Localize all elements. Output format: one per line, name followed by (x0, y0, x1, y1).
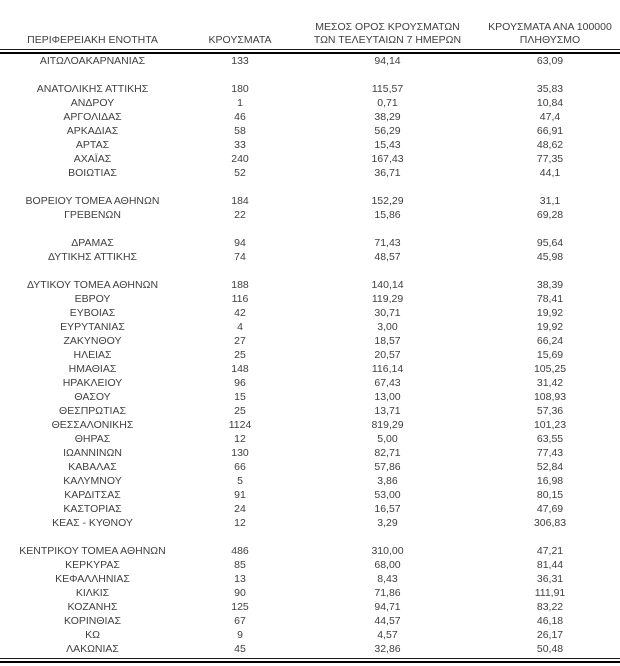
per100k-cell: 45,98 (536, 251, 564, 263)
per100k-cell: 19,92 (536, 321, 564, 333)
avg7-cell: 48,57 (374, 251, 401, 263)
region-cell: ΚΕΦΑΛΛΗΝΙΑΣ (55, 573, 130, 585)
per100k-cell: 306,83 (533, 517, 567, 529)
table-row (0, 292, 620, 306)
cases-cell: 24 (234, 503, 246, 515)
avg7-cell: 4,57 (377, 629, 398, 641)
table-row (0, 404, 620, 418)
table-row (0, 516, 620, 530)
per100k-cell: 44,1 (539, 167, 561, 179)
cases-cell: 91 (234, 489, 246, 501)
cases-cell: 486 (231, 545, 249, 557)
table-row (0, 124, 620, 138)
region-cell: ΚΑΛΥΜΝΟΥ (63, 475, 122, 487)
cases-cell: 116 (231, 293, 249, 305)
table-row (0, 558, 620, 572)
avg7-cell: 67,43 (374, 377, 401, 389)
table-body (0, 54, 620, 656)
avg7-cell: 3,29 (377, 517, 398, 529)
region-cell: ΚΟΖΑΝΗΣ (67, 601, 118, 613)
per100k-cell: 46,18 (536, 615, 564, 627)
region-cell: ΑΙΤΩΛΟΑΚΑΡΝΑΝΙΑΣ (39, 55, 146, 67)
region-cell: ΓΡΕΒΕΝΩΝ (64, 209, 121, 221)
avg7-cell: 71,43 (374, 237, 401, 249)
region-cell: ΘΗΡΑΣ (74, 433, 111, 445)
avg7-cell: 5,00 (377, 433, 398, 445)
per100k-cell: 10,84 (536, 97, 564, 109)
column-header-line: ΚΡΟΥΣΜΑΤΑ (208, 34, 272, 46)
column-header-cases (185, 34, 295, 47)
per100k-cell: 48,62 (536, 139, 564, 151)
avg7-cell: 116,14 (371, 363, 404, 375)
table-row (0, 628, 620, 642)
cases-cell: 9 (237, 629, 243, 641)
per100k-cell: 77,43 (536, 447, 564, 459)
avg7-cell: 57,86 (374, 461, 401, 473)
per100k-cell: 77,35 (536, 153, 564, 165)
avg7-cell: 94,14 (374, 55, 401, 67)
region-cell: ΒΟΡΕΙΟΥ ΤΟΜΕΑ ΑΘΗΝΩΝ (25, 195, 160, 207)
region-cell: ΕΒΡΟΥ (74, 293, 111, 305)
table-row (0, 250, 620, 264)
table-row (0, 54, 620, 68)
spacer-row (0, 264, 620, 278)
column-header-avg7 (295, 21, 480, 47)
table-row (0, 376, 620, 390)
per100k-cell: 101,23 (533, 419, 567, 431)
table-row (0, 348, 620, 362)
table-row (0, 110, 620, 124)
table-bottom-divider (0, 658, 620, 663)
cases-cell: 22 (234, 209, 246, 221)
avg7-cell: 16,57 (374, 503, 401, 515)
cases-cell: 25 (234, 405, 246, 417)
avg7-cell: 20,57 (374, 349, 401, 361)
cases-cell: 85 (234, 559, 246, 571)
region-cell: ΖΑΚΥΝΘΟΥ (63, 335, 122, 347)
table-row (0, 642, 620, 656)
region-cell: ΚΟΡΙΝΘΙΑΣ (64, 615, 121, 627)
avg7-cell: 18,57 (374, 335, 401, 347)
per100k-cell: 31,1 (539, 195, 561, 207)
avg7-cell: 8,43 (377, 573, 398, 585)
region-cell: ΔΡΑΜΑΣ (71, 237, 114, 249)
avg7-cell: 13,71 (374, 405, 401, 417)
table-row (0, 320, 620, 334)
avg7-cell: 310,00 (371, 545, 404, 557)
region-cell: ΚΕΝΤΡΙΚΟΥ ΤΟΜΕΑ ΑΘΗΝΩΝ (19, 545, 166, 557)
per100k-cell: 26,17 (536, 629, 564, 641)
cases-cell: 25 (234, 349, 246, 361)
cases-cell: 96 (234, 377, 246, 389)
cases-cell: 148 (231, 363, 249, 375)
column-header-line: ΤΩΝ ΤΕΛΕΥΤΑΙΩΝ 7 ΗΜΕΡΩΝ (313, 34, 462, 46)
per100k-cell: 81,44 (536, 559, 564, 571)
per100k-cell: 63,55 (536, 433, 564, 445)
per100k-cell: 66,24 (536, 335, 564, 347)
per100k-cell: 111,91 (534, 587, 566, 599)
cases-cell: 184 (231, 195, 249, 207)
cases-cell: 45 (234, 643, 246, 655)
region-cell: ΑΡΚΑΔΙΑΣ (66, 125, 119, 137)
avg7-cell: 0,71 (377, 97, 398, 109)
per100k-cell: 35,83 (536, 83, 564, 95)
per100k-cell: 36,31 (536, 573, 564, 585)
per100k-cell: 105,25 (533, 363, 567, 375)
cases-cell: 94 (234, 237, 246, 249)
table-row (0, 82, 620, 96)
column-header-line: ΜΕΣΟΣ ΟΡΟΣ ΚΡΟΥΣΜΑΤΩΝ (315, 21, 460, 33)
region-cell: ΔΥΤΙΚΟΥ ΤΟΜΕΑ ΑΘΗΝΩΝ (26, 279, 159, 291)
region-cell: ΘΕΣΠΡΩΤΙΑΣ (59, 405, 126, 417)
region-cell: ΘΑΣΟΥ (74, 391, 111, 403)
table-row (0, 208, 620, 222)
region-cell: ΚΑΣΤΟΡΙΑΣ (63, 503, 122, 515)
column-header-per100k (480, 21, 620, 47)
cases-cell: 66 (234, 461, 246, 473)
region-cell: ΗΡΑΚΛΕΙΟΥ (62, 377, 123, 389)
region-cell: ΕΥΡΥΤΑΝΙΑΣ (60, 321, 125, 333)
avg7-cell: 119,29 (371, 293, 404, 305)
cases-cell: 27 (234, 335, 246, 347)
cases-cell: 58 (234, 125, 246, 137)
table-row (0, 544, 620, 558)
per100k-cell: 15,69 (536, 349, 564, 361)
cases-cell: 5 (237, 475, 243, 487)
avg7-cell: 56,29 (374, 125, 401, 137)
column-header-line: ΠΛΗΘΥΣΜΟ (519, 34, 581, 46)
per100k-cell: 19,92 (536, 307, 564, 319)
avg7-cell: 44,57 (374, 615, 401, 627)
region-cell: ΑΝΑΤΟΛΙΚΗΣ ΑΤΤΙΚΗΣ (36, 83, 149, 95)
region-cell: ΛΑΚΩΝΙΑΣ (66, 643, 119, 655)
per100k-cell: 63,09 (536, 55, 564, 67)
region-cell: ΗΛΕΙΑΣ (73, 349, 112, 361)
avg7-cell: 68,00 (374, 559, 401, 571)
region-cell: ΚΑΒΑΛΑΣ (68, 461, 117, 473)
table-row (0, 194, 620, 208)
spacer-row (0, 222, 620, 236)
per100k-cell: 69,28 (536, 209, 564, 221)
cases-cell: 67 (234, 615, 246, 627)
table-row (0, 446, 620, 460)
table-row (0, 334, 620, 348)
region-cell: ΑΝΔΡΟΥ (70, 97, 115, 109)
table-header-row (0, 0, 620, 47)
spacer-row (0, 68, 620, 82)
cases-cell: 12 (234, 517, 246, 529)
per100k-cell: 47,21 (536, 545, 564, 557)
column-header-line: ΠΕΡΙΦΕΡΕΙΑΚΗ ΕΝΟΤΗΤΑ (27, 34, 158, 46)
region-cell: ΒΟΙΩΤΙΑΣ (68, 167, 117, 179)
region-cell: ΑΧΑΪΑΣ (73, 153, 112, 165)
table-row (0, 236, 620, 250)
table-row (0, 600, 620, 614)
cases-cell: 188 (231, 279, 249, 291)
per100k-cell: 52,84 (536, 461, 564, 473)
table-row (0, 166, 620, 180)
cases-cell: 12 (234, 433, 246, 445)
per100k-cell: 50,48 (536, 643, 564, 655)
table-row (0, 278, 620, 292)
avg7-cell: 82,71 (374, 447, 401, 459)
per100k-cell: 16,98 (536, 475, 564, 487)
cases-cell: 4 (237, 321, 243, 333)
table-row (0, 96, 620, 110)
cases-cell: 180 (231, 83, 249, 95)
table-row (0, 152, 620, 166)
spacer-row (0, 530, 620, 544)
per100k-cell: 95,64 (536, 237, 564, 249)
avg7-cell: 15,86 (374, 209, 401, 221)
per100k-cell: 57,36 (536, 405, 564, 417)
region-cell: ΑΡΓΟΛΙΔΑΣ (63, 111, 122, 123)
avg7-cell: 819,29 (371, 419, 404, 431)
table-row (0, 572, 620, 586)
region-cell: ΚΑΡΔΙΤΣΑΣ (64, 489, 121, 501)
avg7-cell: 115,57 (371, 83, 404, 95)
avg7-cell: 38,29 (374, 111, 401, 123)
region-cell: ΗΜΑΘΙΑΣ (68, 363, 117, 375)
table-row (0, 362, 620, 376)
per100k-cell: 83,22 (536, 601, 564, 613)
cases-cell: 90 (234, 587, 246, 599)
cases-cell: 240 (231, 153, 249, 165)
cases-cell: 13 (234, 573, 246, 585)
table-row (0, 460, 620, 474)
column-header-region (0, 34, 185, 47)
table-row (0, 306, 620, 320)
per100k-cell: 47,69 (536, 503, 564, 515)
cases-cell: 1124 (228, 419, 252, 431)
region-cell: ΚΩ (85, 629, 100, 641)
cases-cell: 133 (231, 55, 249, 67)
avg7-cell: 53,00 (374, 489, 401, 501)
table-row (0, 586, 620, 600)
cases-cell: 125 (231, 601, 249, 613)
cases-cell: 15 (234, 391, 246, 403)
cases-cell: 46 (234, 111, 246, 123)
spacer-row (0, 180, 620, 194)
table-row (0, 390, 620, 404)
region-cell: ΚΙΛΚΙΣ (75, 587, 110, 599)
per100k-cell: 66,91 (536, 125, 564, 137)
avg7-cell: 152,29 (371, 195, 404, 207)
cases-cell: 74 (234, 251, 246, 263)
region-cell: ΚΕΡΚΥΡΑΣ (65, 559, 120, 571)
per100k-cell: 38,39 (536, 279, 564, 291)
avg7-cell: 3,86 (377, 475, 398, 487)
cases-cell: 130 (231, 447, 249, 459)
region-cell: ΕΥΒΟΙΑΣ (69, 307, 116, 319)
cases-cell: 1 (237, 97, 243, 109)
avg7-cell: 3,00 (377, 321, 398, 333)
per100k-cell: 80,15 (536, 489, 564, 501)
avg7-cell: 167,43 (371, 153, 404, 165)
table-row (0, 502, 620, 516)
table-row (0, 488, 620, 502)
table-row (0, 474, 620, 488)
cases-cell: 33 (234, 139, 246, 151)
region-cell: ΑΡΤΑΣ (75, 139, 110, 151)
avg7-cell: 71,86 (374, 587, 401, 599)
cases-cell: 42 (234, 307, 246, 319)
column-header-line: ΚΡΟΥΣΜΑΤΑ ΑΝΑ 100000 (488, 21, 612, 33)
avg7-cell: 36,71 (374, 167, 401, 179)
avg7-cell: 32,86 (374, 643, 401, 655)
table-row (0, 432, 620, 446)
cases-cell: 52 (234, 167, 246, 179)
avg7-cell: 94,71 (374, 601, 401, 613)
table-row (0, 138, 620, 152)
region-cell: ΚΕΑΣ - ΚΥΘΝΟΥ (52, 517, 133, 529)
avg7-cell: 15,43 (374, 139, 401, 151)
avg7-cell: 13,00 (374, 391, 401, 403)
region-cell: ΙΩΑΝΝΙΝΩΝ (63, 447, 122, 459)
per100k-cell: 47,4 (539, 111, 561, 123)
per100k-cell: 108,93 (533, 391, 567, 403)
table-row (0, 614, 620, 628)
table-row (0, 418, 620, 432)
region-cell: ΘΕΣΣΑΛΟΝΙΚΗΣ (51, 419, 134, 431)
avg7-cell: 30,71 (374, 307, 401, 319)
avg7-cell: 140,14 (371, 279, 404, 291)
per100k-cell: 31,42 (536, 377, 564, 389)
region-cell: ΔΥΤΙΚΗΣ ΑΤΤΙΚΗΣ (47, 251, 138, 263)
per100k-cell: 78,41 (536, 293, 564, 305)
